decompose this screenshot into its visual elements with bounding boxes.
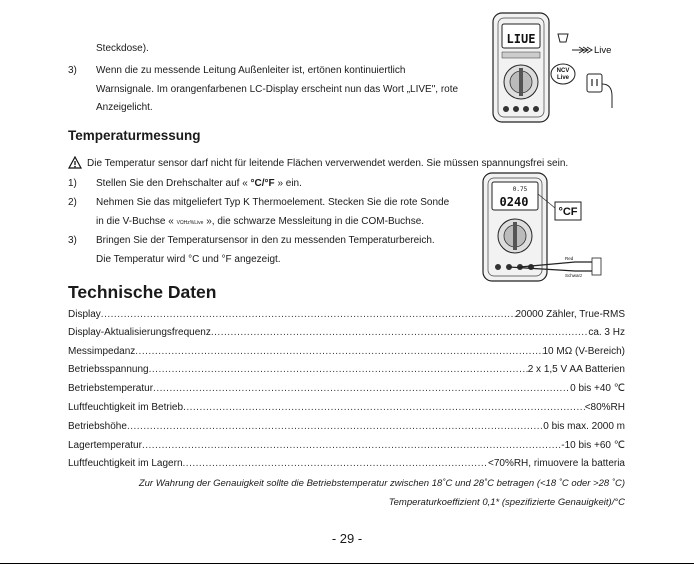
intro-line: Steckdose). — [96, 43, 149, 54]
black-lead-label: Schwarz — [565, 273, 583, 278]
temperature-coefficient-note: Temperaturkoeffizient 0,1* (spezifizierte Genauigkeit)/°C — [388, 497, 625, 508]
item-number: 2) — [68, 197, 77, 208]
red-lead-label: Red — [565, 256, 574, 261]
intro-text: Wenn die zu messende Leitung Außenleiter ist, ertönen kontinuiertlich — [96, 65, 406, 76]
item-number: 1) — [68, 178, 77, 189]
intro-text: Warnsignale. Im orangenfarbenen LC-Display erscheint nun das Wort „LIVE", rote — [96, 84, 459, 95]
spec-row: Lagertemperatur ..... -10 bis +60 ℃ — [68, 438, 625, 452]
section-heading: Temperaturmessung — [68, 128, 201, 143]
temperature-function-symbol: °C/°F — [250, 178, 275, 189]
spec-row: Luftfeuchtigkeit im Betrieb ..... <80%RH — [68, 400, 625, 414]
step-text: Stellen Sie den Drehschalter auf « °C/°F » ein. — [96, 178, 302, 189]
ncv-label: NCV — [556, 68, 570, 74]
multimeter-temperature-figure — [480, 170, 605, 285]
display-readout: LIUE — [506, 32, 536, 46]
warning-text: Die Temperatur sensor darf nicht für leitende Flächen ververwendet werden. Sie müssen spannungsfrei sein. — [87, 158, 569, 169]
input-jack-symbol: VΩHz%Live — [176, 220, 204, 226]
live-label: Live — [594, 45, 612, 56]
step-text: Nehmen Sie das mitgeliefert Typ K Thermoelement. Stecken Sie die rote Sonde — [96, 197, 450, 208]
ncv-live-label: Live — [556, 75, 570, 81]
item-number: 3) — [68, 235, 77, 246]
page-bottom-rule — [0, 563, 694, 564]
spec-row: Betriebsspannung ..... 2 x 1,5 V AA Batterien — [68, 362, 625, 376]
section-title: Technische Daten — [68, 282, 217, 302]
display-readout: 0240 — [499, 195, 529, 209]
page-number: - 29 - — [331, 531, 363, 546]
spec-row: Display-Aktualisierungsfrequenz ..... ca. 3 Hz — [68, 325, 625, 339]
multimeter-ncv-figure — [490, 10, 625, 125]
step-text: Die Temperatur wird °C und °F angezeigt. — [96, 254, 281, 265]
step-text: in die V-Buchse « VΩHz%Live », die schwarze Messleitung in die COM-Buchse. — [96, 216, 425, 227]
step-text: Bringen Sie der Temperatursensor in den zu messenden Temperaturbereich. — [96, 235, 435, 246]
warning-icon — [68, 156, 82, 169]
unit-callout: °CF — [558, 206, 578, 218]
accuracy-note: Zur Wahrung der Genauigkeit sollte die Betriebstemperatur zwischen 18˚C und 28˚C betragen (<18 ˚C oder >28 ˚C) — [138, 478, 625, 489]
spec-row: Luftfeuchtigkeit im Lagern ..... <70%RH, rimuovere la batteria — [68, 456, 625, 470]
spec-row: Display ..... 20000 Zähler, True-RMS — [68, 307, 625, 321]
display-sub-readout: 0.75 — [512, 186, 528, 193]
spec-row: Messimpedanz ..... 10 MΩ (V-Bereich) — [68, 344, 625, 358]
item-number: 3) — [68, 65, 77, 76]
spec-row: Betriebstemperatur ..... 0 bis +40 ℃ — [68, 381, 625, 395]
intro-text: Anzeigelicht. — [96, 102, 153, 113]
spec-row: Betriebshöhe ..... 0 bis max. 2000 m — [68, 419, 625, 433]
